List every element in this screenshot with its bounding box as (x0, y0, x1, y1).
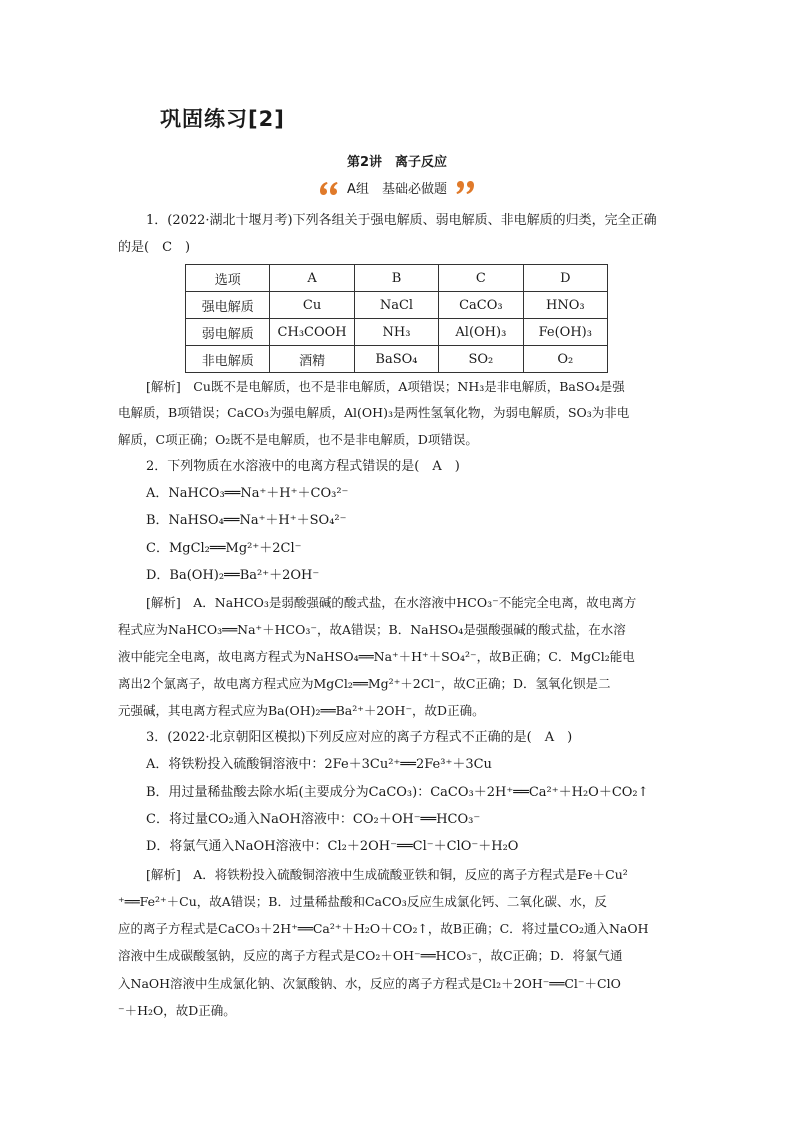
q2-analysis-line: 元强碱，其电离方程式应为Ba(OH)₂══Ba²⁺＋2OH⁻，故D正确。 (118, 703, 485, 718)
q3-analysis-line: ⁺══Fe²⁺＋Cu，故A错误；B．过量稀盐酸和CaCO₃反应生成氯化钙、二氧化碳、水，反 (118, 894, 607, 909)
table-header-cell: C (439, 265, 523, 292)
q2-analysis-line: 液中能完全电离，故电离方程式为NaHSO₄══Na⁺＋H⁺＋SO₄²⁻，故B正确；C．MgCl₂能电 (118, 649, 635, 664)
table-cell: NaCl (354, 292, 438, 319)
table-row (186, 346, 608, 373)
q3-option-b: B．用过量稀盐酸去除水垢(主要成分为CaCO₃)：CaCO₃＋2H⁺══Ca²⁺＋H₂O＋CO₂↑ (146, 785, 649, 800)
q2-analysis-line: 离出2个氯离子，故电离方程式应为MgCl₂══Mg²⁺＋2Cl⁻，故C正确；D．氢氧化钡是二 (118, 676, 611, 691)
q1-analysis-line: 解质，C项正确；O₂既不是电解质，也不是非电解质，D项错误。 (118, 432, 478, 447)
q2-option-b: B．NaHSO₄══Na⁺＋H⁺＋SO₄²⁻ (146, 513, 347, 528)
table-cell: 酒精 (270, 346, 354, 373)
table-header-cell: A (270, 265, 354, 292)
table-cell: Fe(OH)₃ (523, 319, 607, 346)
table-cell: 弱电解质 (186, 319, 270, 346)
q2-option-a: A．NaHCO₃══Na⁺＋H⁺＋CO₃²⁻ (146, 486, 349, 501)
table-header-cell: B (354, 265, 438, 292)
table-row (186, 292, 608, 319)
q1-stem-line-1: 1．(2022·湖北十堰月考)下列各组关于强电解质、弱电解质、非电解质的归类，完全正确 (146, 213, 657, 228)
table-cell: BaSO₄ (354, 346, 438, 373)
q3-option-a: A．将铁粉投入硫酸铜溶液中：2Fe＋3Cu²⁺══2Fe³⁺＋3Cu (146, 757, 492, 772)
q2-stem: 2．下列物质在水溶液中的电离方程式错误的是( A ) (146, 459, 460, 474)
table-cell: HNO₃ (523, 292, 607, 319)
q1-analysis-line: [解析] Cu既不是电解质，也不是非电解质，A项错误；NH₃是非电解质，BaSO₄是强 (146, 379, 625, 394)
q2-option-c: C．MgCl₂══Mg²⁺＋2Cl⁻ (146, 541, 302, 556)
q3-analysis-line: 入NaOH溶液中生成氯化钠、次氯酸钠、水，反应的离子方程式是Cl₂＋2OH⁻══Cl⁻＋ClO (118, 976, 621, 991)
q3-analysis-line: 溶液中生成碳酸氢钠，反应的离子方程式是CO₂＋OH⁻══HCO₃⁻，故C正确；D．将氯气通 (118, 948, 623, 963)
q1-classification-table (185, 264, 608, 373)
q3-stem: 3．(2022·北京朝阳区模拟)下列反应对应的离子方程式不正确的是( A ) (146, 730, 573, 745)
table-header-cell: D (523, 265, 607, 292)
open-quote-icon (319, 180, 339, 196)
page-title: 巩固练习[2] (160, 107, 285, 131)
table-cell: 非电解质 (186, 346, 270, 373)
close-quote-icon (455, 180, 475, 196)
q3-option-d: D．将氯气通入NaOH溶液中：Cl₂＋2OH⁻══Cl⁻＋ClO⁻＋H₂O (146, 839, 519, 854)
table-cell: CH₃COOH (270, 319, 354, 346)
lesson-title: 第2讲 离子反应 (346, 155, 448, 170)
group-label: A组 基础必做题 (347, 182, 447, 197)
q3-option-c: C．将过量CO₂通入NaOH溶液中：CO₂＋OH⁻══HCO₃⁻ (146, 812, 481, 827)
table-row (186, 319, 608, 346)
table-cell: CaCO₃ (439, 292, 523, 319)
q2-option-d: D．Ba(OH)₂══Ba²⁺＋2OH⁻ (146, 568, 320, 583)
q2-analysis-line: 程式应为NaHCO₃══Na⁺＋HCO₃⁻，故A错误；B．NaHSO₄是强酸强碱的酸式盐，在水溶 (118, 622, 626, 637)
q3-analysis-line: [解析] A．将铁粉投入硫酸铜溶液中生成硫酸亚铁和铜，反应的离子方程式是Fe＋Cu² (146, 867, 628, 882)
group-header (0, 178, 794, 197)
table-cell: SO₂ (439, 346, 523, 373)
table-header-row (186, 265, 608, 292)
table-cell: O₂ (523, 346, 607, 373)
table-cell: 强电解质 (186, 292, 270, 319)
q1-stem-line-2: 的是( C ) (118, 240, 191, 255)
q3-analysis-line: ⁻＋H₂O，故D正确。 (118, 1003, 236, 1018)
table-cell: NH₃ (354, 319, 438, 346)
table-header-cell: 选项 (186, 265, 270, 292)
q3-analysis-line: 应的离子方程式是CaCO₃＋2H⁺══Ca²⁺＋H₂O＋CO₂↑，故B正确；C．将过量CO₂通入NaOH (118, 921, 649, 936)
table-cell: Al(OH)₃ (439, 319, 523, 346)
table-cell: Cu (270, 292, 354, 319)
q1-analysis-line: 电解质，B项错误；CaCO₃为强电解质，Al(OH)₃是两性氢氧化物，为弱电解质，SO₃为非电 (118, 405, 630, 420)
q2-analysis-line: [解析] A．NaHCO₃是弱酸强碱的酸式盐，在水溶液中HCO₃⁻不能完全电离，故电离方 (146, 595, 637, 610)
